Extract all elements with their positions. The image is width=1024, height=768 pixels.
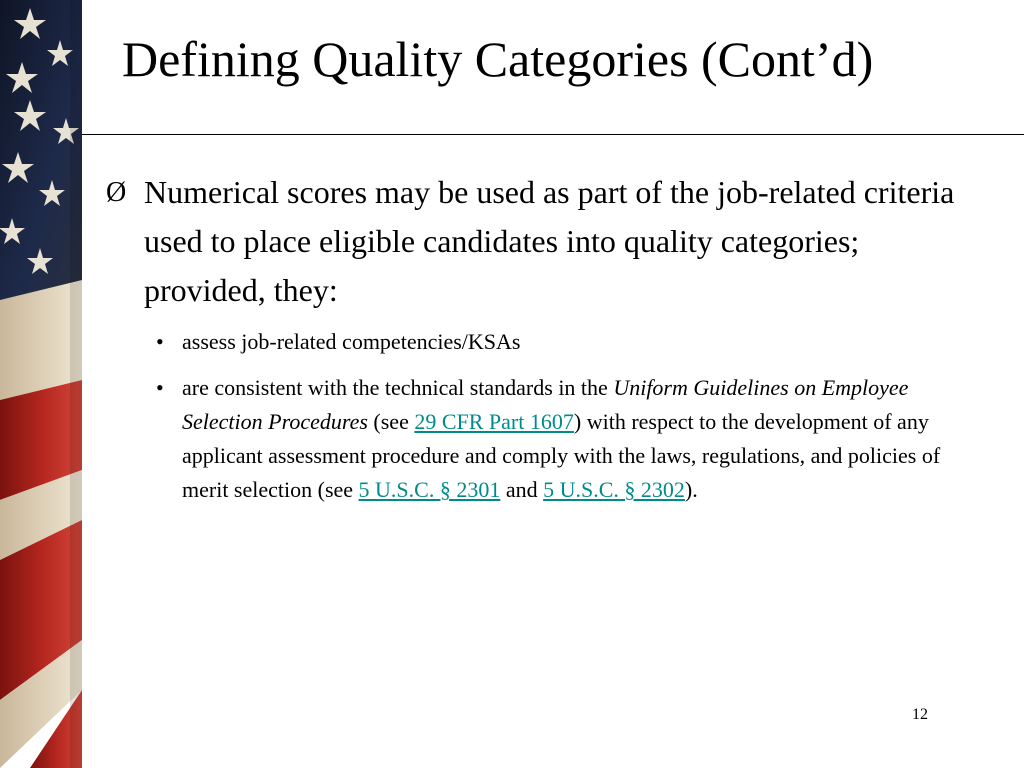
sub-bullet-2-text-part2: (see — [367, 409, 415, 434]
title-divider — [82, 134, 1024, 135]
link-5-usc-2302[interactable]: 5 U.S.C. § 2302 — [543, 477, 685, 502]
sub-bullet-list — [106, 325, 986, 507]
main-bullet — [106, 168, 984, 315]
sub-bullet-1 — [106, 325, 972, 359]
sub-bullet-2-text-part4: and — [500, 477, 544, 502]
main-bullet-text: Numerical scores may be used as part of the job-related criteria used to place eligible candidates into quality categories; provided, they: — [144, 174, 955, 308]
dot-bullet-icon: • — [156, 329, 164, 354]
sub-bullet-1-text: assess job-related competencies/KSAs — [182, 329, 521, 354]
sub-bullet-2-text-part1: are consistent with the technical standards in the — [182, 375, 614, 400]
slide-content — [106, 168, 986, 519]
slide-title: Defining Quality Categories (Cont’d) — [122, 31, 874, 87]
dot-bullet-icon: • — [156, 375, 164, 400]
link-5-usc-2301[interactable]: 5 U.S.C. § 2301 — [358, 477, 501, 502]
arrow-bullet-icon: Ø — [106, 177, 127, 208]
link-29-cfr-part-1607[interactable]: 29 CFR Part 1607 — [414, 409, 574, 434]
sub-bullet-2 — [106, 371, 972, 507]
flag-decoration-icon — [0, 0, 82, 768]
page-number: 12 — [912, 706, 928, 723]
sub-bullet-2-text-part5: ). — [684, 477, 698, 502]
uniform-guidelines-title: Uniform Guidelines on Employee Selection Procedures — [182, 375, 909, 434]
sub-bullet-2-text-part3: ) with respect to the development of any applicant assessment procedure and comply with the laws, regulations, and policies of merit selection (see — [182, 409, 941, 502]
